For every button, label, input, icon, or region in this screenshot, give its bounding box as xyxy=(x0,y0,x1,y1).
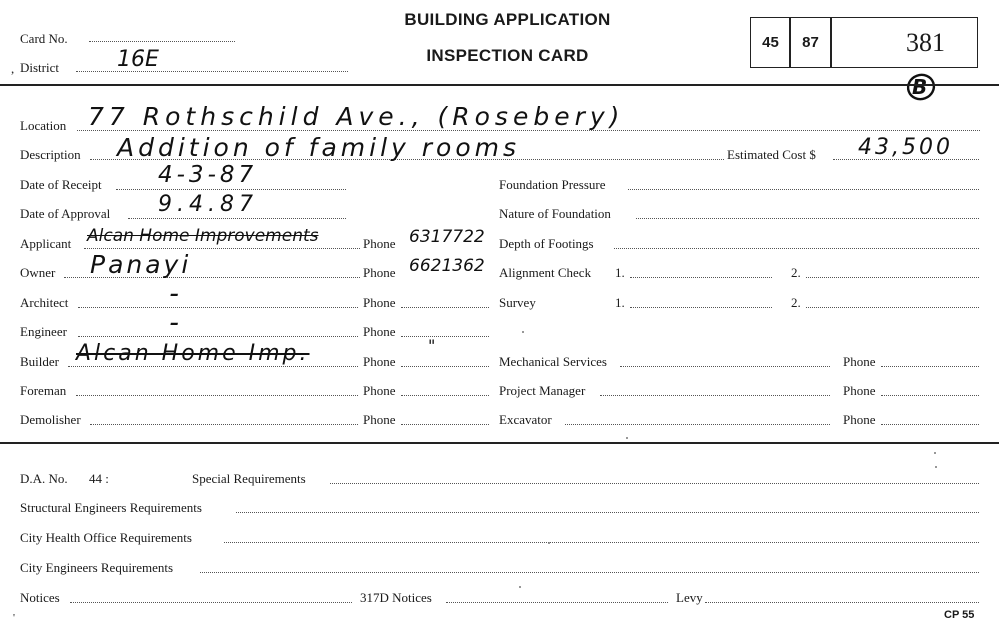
architect-phone-line xyxy=(401,307,489,308)
foreman-phone-line xyxy=(401,395,489,396)
scan-speck xyxy=(935,466,937,468)
description-value: Addition of family rooms xyxy=(117,133,521,162)
alignment-check-1-line xyxy=(630,277,772,278)
applicant-phone-label: Phone xyxy=(363,236,396,251)
nature-foundation-line xyxy=(636,218,979,219)
district-label: District xyxy=(20,60,59,75)
survey-1-line xyxy=(630,307,772,308)
owner-value: Panayi xyxy=(90,250,192,279)
number-box-2 xyxy=(789,17,832,68)
alignment-check-1-label: 1. xyxy=(615,265,625,280)
city-health-line xyxy=(224,542,979,543)
mechanical-phone-line xyxy=(881,366,979,367)
estimated-cost-value: 43,500 xyxy=(858,135,953,160)
survey-label: Survey xyxy=(499,295,536,310)
demolisher-label: Demolisher xyxy=(20,412,81,427)
architect-phone-label: Phone xyxy=(363,295,396,310)
applicant-label: Applicant xyxy=(20,236,72,251)
number-box-1-value: 45 xyxy=(762,34,779,51)
engineer-phone-label: Phone xyxy=(363,324,396,339)
architect-value: – xyxy=(170,284,179,305)
card-no-line xyxy=(89,41,235,42)
applicant-phone-value: 6317722 xyxy=(409,227,485,247)
foreman-line xyxy=(76,395,358,396)
card-title-line2: INSPECTION CARD xyxy=(426,46,589,65)
middle-rule xyxy=(0,442,999,444)
excavator-phone-label: Phone xyxy=(843,412,876,427)
applicant-line xyxy=(84,248,360,249)
form-code: CP 55 xyxy=(944,609,975,621)
district-value: 16E xyxy=(117,47,159,72)
foundation-pressure-line xyxy=(628,189,979,190)
foundation-pressure-label: Foundation Pressure xyxy=(499,177,606,192)
builder-phone-value: " xyxy=(428,336,436,355)
estimated-cost-label: Estimated Cost $ xyxy=(727,147,816,162)
engineer-line xyxy=(78,336,358,337)
survey-2-label: 2. xyxy=(791,295,801,310)
notices-line xyxy=(70,602,352,603)
excavator-line xyxy=(565,424,830,425)
alignment-check-2-label: 2. xyxy=(791,265,801,280)
notices-317d-label: 317D Notices xyxy=(360,590,432,605)
engineer-label: Engineer xyxy=(20,324,67,339)
number-box-3 xyxy=(830,17,978,68)
number-box-1 xyxy=(750,17,791,68)
builder-label: Builder xyxy=(20,354,59,369)
mechanical-phone-label: Phone xyxy=(843,354,876,369)
scan-speck xyxy=(934,452,936,454)
foreman-phone-label: Phone xyxy=(363,383,396,398)
levy-line xyxy=(705,602,979,603)
structural-engineers-label: Structural Engineers Requirements xyxy=(20,500,202,515)
number-box-3-value: 381 xyxy=(906,28,945,57)
alignment-check-2-line xyxy=(806,277,979,278)
demolisher-phone-line xyxy=(401,424,489,425)
number-box-2-value: 87 xyxy=(802,34,819,51)
project-manager-line xyxy=(600,395,830,396)
da-no-value: 44 : xyxy=(89,471,109,486)
structural-engineers-line xyxy=(236,512,979,513)
notices-label: Notices xyxy=(20,590,60,605)
nature-foundation-label: Nature of Foundation xyxy=(499,206,611,221)
stamp-letter: B xyxy=(912,75,928,99)
builder-value: Alcan Home Imp. xyxy=(76,341,310,366)
survey-2-line xyxy=(806,307,979,308)
mechanical-services-label: Mechanical Services xyxy=(499,354,607,369)
date-receipt-value: 4-3-87 xyxy=(158,162,258,188)
excavator-phone-line xyxy=(881,424,979,425)
builder-phone-label: Phone xyxy=(363,354,396,369)
mechanical-services-line xyxy=(620,366,830,367)
owner-phone-label: Phone xyxy=(363,265,396,280)
notices-317d-line xyxy=(446,602,668,603)
edge-tick: ' xyxy=(13,612,15,624)
survey-1-label: 1. xyxy=(615,295,625,310)
engineer-phone-line xyxy=(401,336,489,337)
project-manager-label: Project Manager xyxy=(499,383,586,398)
applicant-value: Alcan Home Improvements xyxy=(87,226,319,246)
card-no-label: Card No. xyxy=(20,31,68,46)
scan-speck xyxy=(522,331,524,333)
description-label: Description xyxy=(20,147,81,162)
city-engineers-label: City Engineers Requirements xyxy=(20,560,174,575)
scan-speck xyxy=(626,437,628,439)
builder-line xyxy=(68,366,358,367)
levy-label: Levy xyxy=(676,590,703,605)
date-receipt-line xyxy=(116,189,346,190)
da-no-label: D.A. No. xyxy=(20,471,68,486)
special-requirements-line xyxy=(330,483,979,484)
scan-speck xyxy=(548,542,550,544)
owner-phone-value: 6621362 xyxy=(409,256,485,276)
special-requirements-label: Special Requirements xyxy=(192,471,306,486)
city-engineers-line xyxy=(200,572,979,573)
district-label-tick: , xyxy=(11,61,15,76)
architect-label: Architect xyxy=(20,295,69,310)
scan-speck xyxy=(519,586,521,588)
demolisher-line xyxy=(90,424,358,425)
city-health-label: City Health Office Requirements xyxy=(20,530,192,545)
builder-phone-line xyxy=(401,366,489,367)
demolisher-phone-label: Phone xyxy=(363,412,396,427)
date-approval-value: 9.4.87 xyxy=(158,192,258,217)
stamp-mark xyxy=(904,72,938,102)
owner-label: Owner xyxy=(20,265,56,280)
excavator-label: Excavator xyxy=(499,412,552,427)
depth-footings-line xyxy=(614,248,979,249)
project-manager-phone-label: Phone xyxy=(843,383,876,398)
date-approval-line xyxy=(128,218,346,219)
location-label: Location xyxy=(20,118,67,133)
engineer-value: – xyxy=(170,313,179,334)
alignment-check-label: Alignment Check xyxy=(499,265,592,280)
foreman-label: Foreman xyxy=(20,383,67,398)
top-rule xyxy=(0,84,999,86)
project-manager-phone-line xyxy=(881,395,979,396)
location-value: 77 Rothschild Ave., (Rosebery) xyxy=(88,102,625,131)
architect-line xyxy=(78,307,358,308)
card-title-line1: BUILDING APPLICATION xyxy=(404,10,611,29)
date-approval-label: Date of Approval xyxy=(20,206,111,221)
date-receipt-label: Date of Receipt xyxy=(20,177,102,192)
depth-footings-label: Depth of Footings xyxy=(499,236,594,251)
